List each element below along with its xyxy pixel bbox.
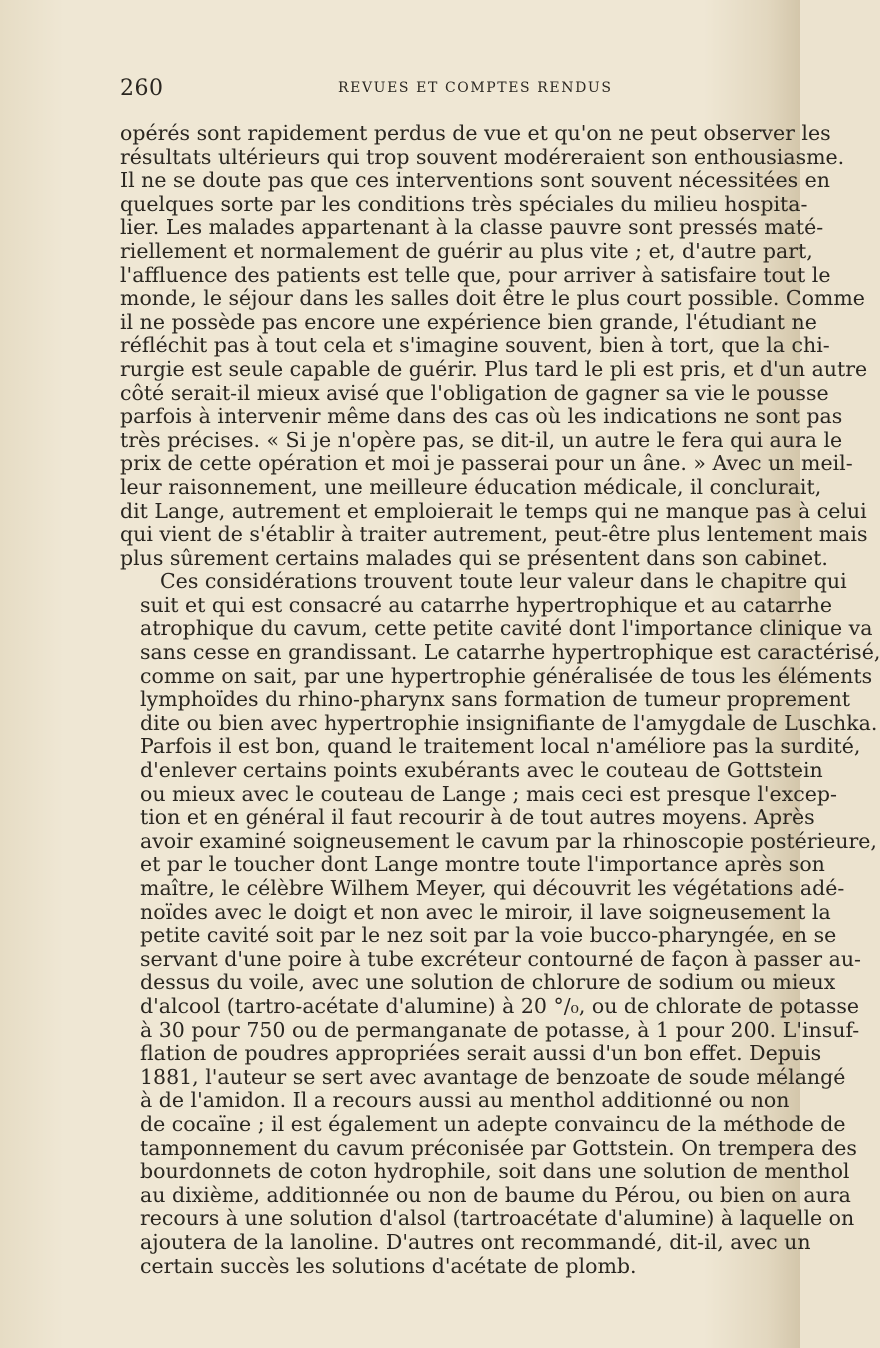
text-line: dessus du voile, avec une solution de chlorure de sodium ou mieux — [140, 970, 836, 995]
text-line: rurgie est seule capable de guérir. Plus tard le pli est pris, et d'un autre — [120, 356, 868, 381]
text-line: qui vient de s'établir à traiter autrement, peut-être plus lentement mais — [120, 522, 868, 547]
text-line: côté serait-il mieux avisé que l'obligation de gagner sa vie le pousse — [120, 380, 829, 405]
text-line: dit Lange, autrement et emploierait le temps qui ne manque pas à celui — [120, 498, 867, 523]
text-line: résultats ultérieurs qui trop souvent modéreraient son enthousiasme. — [120, 144, 845, 169]
text-line: plus sûrement certains malades qui se présentent dans son cabinet. — [120, 545, 828, 570]
text-line: maître, le célèbre Wilhem Meyer, qui découvrit les végétations adé- — [140, 876, 845, 900]
text-line: au dixième, additionnée ou non de baume du Pérou, ou bien on aura — [140, 1182, 851, 1207]
text-line: riellement et normalement de guérir au plus vite ; et, d'autre part, — [120, 238, 813, 263]
text-line: opérés sont rapidement perdus de vue et qu'on ne peut observer les — [120, 121, 831, 145]
text-line: l'affluence des patients est telle que, pour arriver à satisfaire tout le — [120, 262, 831, 287]
paragraph — [120, 569, 880, 1278]
page-header — [120, 72, 780, 102]
text-line: à 30 pour 750 ou de permanganate de potasse, à 1 pour 200. L'insuf- — [140, 1017, 860, 1042]
text-line: de cocaïne ; il est également un adepte convaincu de la méthode de — [140, 1111, 846, 1136]
text-line: leur raisonnement, une meilleure éducation médicale, il conclurait, — [120, 474, 822, 499]
page-number: 260 — [120, 76, 164, 101]
text-line: ajoutera de la lanoline. D'autres ont recommandé, dit-il, avec un — [140, 1229, 811, 1254]
text-line: avoir examiné soigneusement le cavum par la rhinoscopie postérieure, — [140, 828, 877, 853]
text-line: tamponnement du cavum préconisée par Gottstein. On trempera des — [140, 1135, 857, 1160]
text-line: suit et qui est consacré au catarrhe hypertrophique et au catarrhe — [140, 592, 832, 617]
text-line: très précises. « Si je n'opère pas, se dit-il, un autre le fera qui aura le — [120, 427, 843, 452]
text-line: Parfois il est bon, quand le traitement local n'améliore pas la surdité, — [140, 734, 861, 759]
text-line: Il ne se doute pas que ces interventions sont souvent nécessitées en — [120, 168, 830, 193]
text-line: et par le toucher dont Lange montre toute l'importance après son — [140, 852, 825, 877]
text-line: 1881, l'auteur se sert avec avantage de benzoate de soude mélangé — [140, 1064, 846, 1089]
text-line: bourdonnets de coton hydrophile, soit dans une solution de menthol — [140, 1159, 850, 1184]
text-line: monde, le séjour dans les salles doit être le plus court possible. Comme — [120, 286, 865, 311]
text-line: atrophique du cavum, cette petite cavité dont l'importance clinique va — [140, 616, 873, 641]
text-line: il ne possède pas encore une expérience bien grande, l'étudiant ne — [120, 309, 817, 334]
text-line: réfléchit pas à tout cela et s'imagine souvent, bien à tort, que la chi- — [120, 333, 830, 358]
text-line: lier. Les malades appartenant à la classe pauvre sont pressés maté- — [120, 215, 824, 240]
text-line: à de l'amidon. Il a recours aussi au menthol additionné ou non — [140, 1088, 790, 1113]
running-head: REVUES ET COMPTES RENDUS — [338, 80, 613, 96]
text-line: petite cavité soit par le nez soit par la voie bucco-pharyngée, en se — [140, 923, 837, 948]
text-line: lymphoïdes du rhino-pharynx sans formation de tumeur proprement — [140, 687, 851, 712]
text-line: tion et en général il faut recourir à de tout autres moyens. Après — [140, 805, 815, 830]
text-line: servant d'une poire à tube excréteur contourné de façon à passer au- — [140, 946, 861, 971]
text-line: recours à une solution d'alsol (tartroacétate d'alumine) à laquelle on — [140, 1206, 855, 1231]
text-line: ou mieux avec le couteau de Lange ; mais ceci est presque l'excep- — [140, 781, 837, 806]
text-line: dite ou bien avec hypertrophie insignifiante de l'amygdale de Luschka. — [140, 710, 878, 735]
text-line: certain succès les solutions d'acétate de plomb. — [140, 1253, 637, 1278]
body-text — [120, 121, 880, 1278]
text-line: comme on sait, par une hypertrophie généralisée de tous les éléments — [140, 663, 873, 688]
text-line: noïdes avec le doigt et non avec le miroir, il lave soigneusement la — [140, 899, 831, 924]
paragraph — [120, 121, 868, 570]
text-line: Ces considérations trouvent toute leur valeur dans le chapitre qui — [160, 569, 847, 594]
text-line: d'alcool (tartro-acétate d'alumine) à 20 °/₀, ou de chlorate de potasse — [140, 993, 860, 1018]
text-line: d'enlever certains points exubérants avec le couteau de Gottstein — [140, 758, 823, 783]
text-line: flation de poudres appropriées serait aussi d'un bon effet. Depuis — [140, 1041, 822, 1066]
text-line: sans cesse en grandissant. Le catarrhe hypertrophique est caractérisé, — [140, 640, 880, 665]
text-line: parfois à intervenir même dans des cas où les indications ne sont pas — [120, 404, 843, 429]
paragraphs — [120, 121, 880, 1278]
text-line: prix de cette opération et moi je passerai pour un âne. » Avec un meil- — [120, 451, 853, 476]
text-line: quelques sorte par les conditions très spéciales du milieu hospita- — [120, 191, 808, 216]
